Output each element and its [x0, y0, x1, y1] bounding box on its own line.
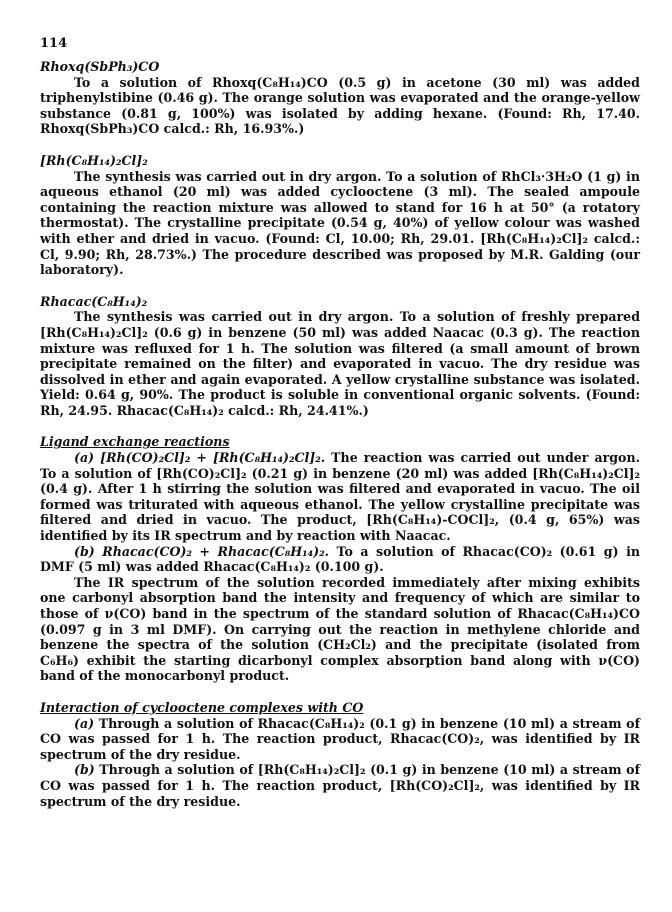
section-title: Rhoxq(SbPh₃)CO [40, 59, 160, 74]
section-paragraph: The synthesis was carried out in dry argon. To a solution of freshly prepared [Rh(C₈H₁₄)₂Cl]₂ (0.6 g) in benzene (50 ml) was added Naacac (0.3 g). The reaction mixture was refluxed for 1 h. The solution was filtered (a small amount of brown precipitate remained on the filter) and evaporated in vacuo. The dry residue was dissolved in ether and again evaporated. A yellow crystalline substance was isolated. Yield: 0.64 g, 90%. The product is soluble in conventional organic solvents. (Found: Rh, 24.95. Rhacac(C₈H₁₄)₂ calcd.: Rh, 24.41%.) [40, 309, 640, 418]
item-text: To a solution of Rhacac(CO)₂ (0.61 g) in DMF (5 ml) was added Rhacac(C₈H₁₄)₂ (0.100 g). [40, 543, 641, 575]
item-label: (a) [74, 715, 95, 731]
item-text: Through a solution of Rhacac(C₈H₁₄)₂ (0.1 g) in benzene (10 ml) a stream of CO was passed for 1 h. The reaction product, Rhacac(CO)₂, was identified by IR spectrum of the dry residue. [40, 715, 640, 762]
item-paragraph [40, 716, 640, 763]
section-paragraph: The synthesis was carried out in dry argon. To a solution of RhCl₃·3H₂O (1 g) in aqueous ethanol (20 ml) was added cyclooctene (3 ml). The sealed ampoule containing the reaction mixture was allowed to stand for 16 h at 50° (a rotatory thermostat). The crystalline precipitate (0.54 g, 40%) of yellow colour was washed with ether and dried in vacuo. (Found: Cl, 10.00; Rh, 29.01. [Rh(C₈H₁₄)₂Cl]₂ calcd.: Cl, 9.90; Rh, 28.73%.) The procedure described was proposed by M.R. Galding (our laboratory). [40, 168, 640, 278]
item-label: (a) [Rh(CO)₂Cl]₂ + [Rh(C₈H₁₄)₂Cl]₂. [74, 450, 326, 466]
section-title: Ligand exchange reactions [40, 434, 230, 450]
item-text: Through a solution of [Rh(C₈H₁₄)₂Cl]₂ (0.1 g) in benzene (10 ml) a stream of CO was passed for 1 h. The reaction product, [Rh(CO)₂Cl]₂, was identified by IR spectrum of the dry residue. [40, 762, 640, 809]
section-title: Rhacac(C₈H₁₄)₂ [40, 293, 148, 309]
section-title: [Rh(C₈H₁₄)₂Cl]₂ [40, 152, 148, 168]
item-label: (b) Rhacac(CO)₂ + Rhacac(C₈H₁₄)₂. [74, 543, 330, 559]
item-paragraph [40, 762, 640, 809]
item-label: (b) [74, 762, 95, 778]
section-paragraph: The IR spectrum of the solution recorded immediately after mixing exhibits one carbonyl absorption band the intensity and frequency of which are similar to those of ν(CO) band in the spectrum of the standard solution of Rhacac(C₈H₁₄)CO (0.097 g in 3 ml DMF). On carrying out the reaction in methylene chloride and benzene the spectra of the solution (CH₂Cl₂) and the precipitate (isolated from C₆H₆) exhibit the starting dicarbonyl complex absorption band along with ν(CO) band of the monocarbonyl product. [40, 574, 640, 684]
section-title: Interaction of cyclooctene complexes with CO [40, 699, 364, 715]
page-number: 114 [40, 36, 68, 51]
item-text: The reaction was carried out under argon. To a solution of [Rh(CO)₂Cl]₂ (0.21 g) in benzene (20 ml) was added [Rh(C₈H₁₄)₂Cl]₂ (0.4 g). After 1 h stirring the solution was filtered and evaporated in vacuo. The oil formed was triturated with aqueous ethanol. The yellow crystalline precipitate was filtered and dried in vacuo. The product, [Rh(C₈H₁₄)-COCl]₂, (0.4 g, 65%) was identified by its IR spectrum and by reaction with Naacac. [40, 450, 640, 544]
page [40, 36, 640, 809]
item-paragraph [40, 450, 640, 544]
section-paragraph: To a solution of Rhoxq(C₈H₁₄)CO (0.5 g) in acetone (30 ml) was added triphenylstibine (0.46 g). The orange solution was evaporated and the orange-yellow substance (0.81 g, 100%) was isolated by adding hexane. (Found: Rh, 17.40. Rhoxq(SbPh₃)CO calcd.: Rh, 16.93%.) [40, 74, 640, 137]
item-paragraph [40, 544, 640, 575]
